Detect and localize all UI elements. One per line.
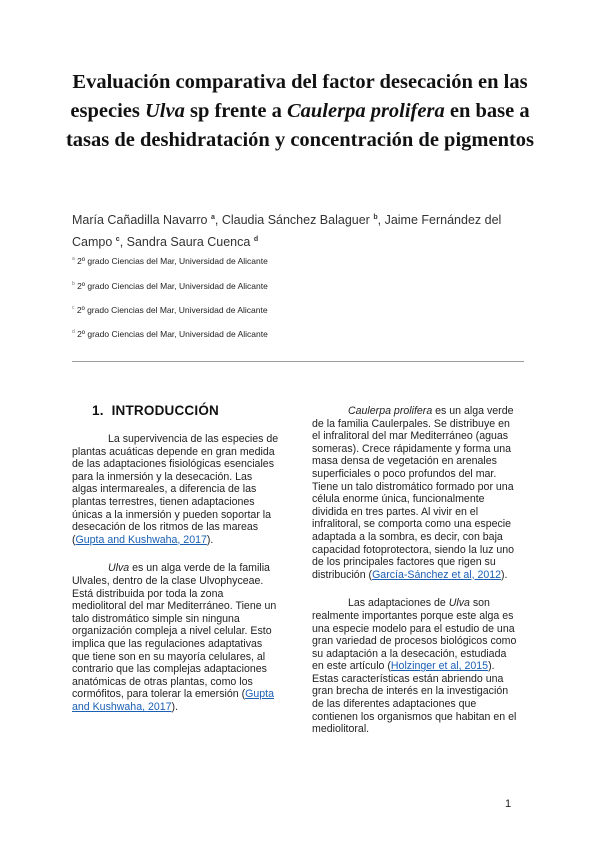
title-text: en base a tasas de deshidratación y concentración de pigmentos bbox=[65, 100, 535, 151]
affiliation bbox=[72, 305, 268, 315]
affiliation-mark: c bbox=[72, 305, 75, 312]
affiliation-mark: a bbox=[72, 256, 75, 263]
species-name: Ulva bbox=[448, 597, 470, 610]
affiliation bbox=[72, 256, 268, 266]
affiliation-text: 2º grado Ciencias del Mar, Universidad de Alicante bbox=[77, 281, 268, 291]
section-divider bbox=[72, 361, 524, 362]
citation-link[interactable]: Holzinger et al, 2015 bbox=[390, 660, 489, 673]
author-name: María Cañadilla Navarro bbox=[72, 213, 208, 228]
paragraph-text: ). bbox=[171, 700, 179, 713]
affiliation-text: 2º grado Ciencias del Mar, Universidad de Alicante bbox=[77, 329, 268, 339]
affiliation-mark: d bbox=[72, 329, 75, 336]
author-mark: c bbox=[115, 236, 120, 244]
paragraph-text: son realmente importantes porque este alga es una especie modelo para el estudio de una gran variedad de procesos biológicos como su adaptación a la desecación, estudiada en este artículo ( bbox=[312, 597, 517, 673]
affiliation-text: 2º grado Ciencias del Mar, Universidad de Alicante bbox=[77, 256, 268, 266]
citation-link[interactable]: García-Sánchez et al, 2012 bbox=[372, 568, 502, 581]
left-column bbox=[72, 433, 280, 729]
paragraph bbox=[72, 433, 280, 546]
paragraph bbox=[312, 597, 520, 736]
page-number: 1 bbox=[505, 798, 512, 810]
species-name: Caulerpa prolifera bbox=[348, 405, 433, 417]
paragraph bbox=[72, 562, 280, 713]
author-name: Jaime Fernández del Campo bbox=[72, 213, 502, 250]
paragraph-text: ). bbox=[501, 568, 508, 581]
author-name: Claudia Sánchez Balaguer bbox=[221, 213, 370, 228]
paragraph-text: ). Estas características están abriendo una gran brecha de interés en la investigación de las diferentes adaptaciones que contienen los organismos que habitan en el mediolitoral. bbox=[312, 660, 517, 736]
title-species-ulva: Ulva bbox=[144, 100, 185, 122]
section-heading bbox=[92, 403, 219, 418]
affiliation-text: 2º grado Ciencias del Mar, Universidad de Alicante bbox=[76, 305, 268, 315]
paragraph-text: Las adaptaciones de bbox=[348, 597, 449, 610]
author-mark: b bbox=[373, 214, 378, 221]
author-list: María Cañadilla Navarro $^a$, Claudia Sánchez Balaguer $^b$, Jaime Fernández del Campo $^c$, Sandra Saura Cuenca $^d$ bbox=[72, 213, 502, 250]
author-mark: d bbox=[253, 236, 259, 244]
paragraph bbox=[312, 405, 520, 581]
section-number: 1. bbox=[92, 403, 104, 418]
title-text: sp frente a bbox=[184, 100, 287, 122]
title-species-caulerpa: Caulerpa prolifera bbox=[286, 100, 445, 122]
author-name: Sandra Saura Cuenca bbox=[126, 235, 251, 250]
author-mark: a bbox=[210, 214, 215, 221]
paragraph-text: es un alga verde de la familia Ulvales, dentro de la clase Ulvophyceae. Está distribuida por toda la zona mediolitoral del mar Mediterráneo. Tiene un talo distromático simple sin ninguna organización compleja a nivel celular. Esto implica que las regulaciones adaptativas que tiene son en su mayoría celulares, al contrario que las complejas adaptaciones anatómicas de otras plantas, como los cormófitos, para tolerar la emersión ( bbox=[72, 562, 277, 701]
paragraph-text: ). bbox=[206, 533, 214, 546]
paper-title bbox=[60, 68, 540, 155]
paragraph-text: La supervivencia de las especies de plantas acuáticas depende en gran medida de las adaptaciones fisiológicas esenciales para la inmersión y la desecación. Las algas intermareales, a diferencia de las plantas terrestres, tienen adaptaciones únicas a la inmersión y pueden soportar la desecación de los ritmos de las mareas ( bbox=[72, 433, 279, 546]
affiliation bbox=[72, 329, 268, 339]
paragraph-text: es un alga verde de la familia Caulerpales. Se distribuye en el infralitoral del mar Mediterráneo (aguas someras). Crece rápidamente y forma una masa densa de vegetación en arenales superficiales o poco profundos del mar. Tiene un talo distromático formado por una célula enorme única, funcionalmente dividida en tres partes. Al vivir en el infralitoral, se comporta como una especie adaptada a la sombra, es decir, con baja capacidad fotoprotectora, siendo la luz uno de los principales factores que rigen su distribución ( bbox=[312, 405, 515, 581]
citation-link[interactable]: Gupta and Kushwaha, 2017 bbox=[72, 688, 274, 713]
species-name: Ulva bbox=[108, 562, 130, 575]
section-title: INTRODUCCIÓN bbox=[111, 403, 219, 418]
affiliation bbox=[72, 281, 268, 291]
affiliation-mark: b bbox=[72, 281, 75, 288]
right-column bbox=[312, 405, 520, 752]
title-text: Evaluación comparativa del factor desecación en las especies bbox=[70, 71, 528, 122]
citation-link[interactable]: Gupta and Kushwaha, 2017 bbox=[75, 533, 207, 546]
